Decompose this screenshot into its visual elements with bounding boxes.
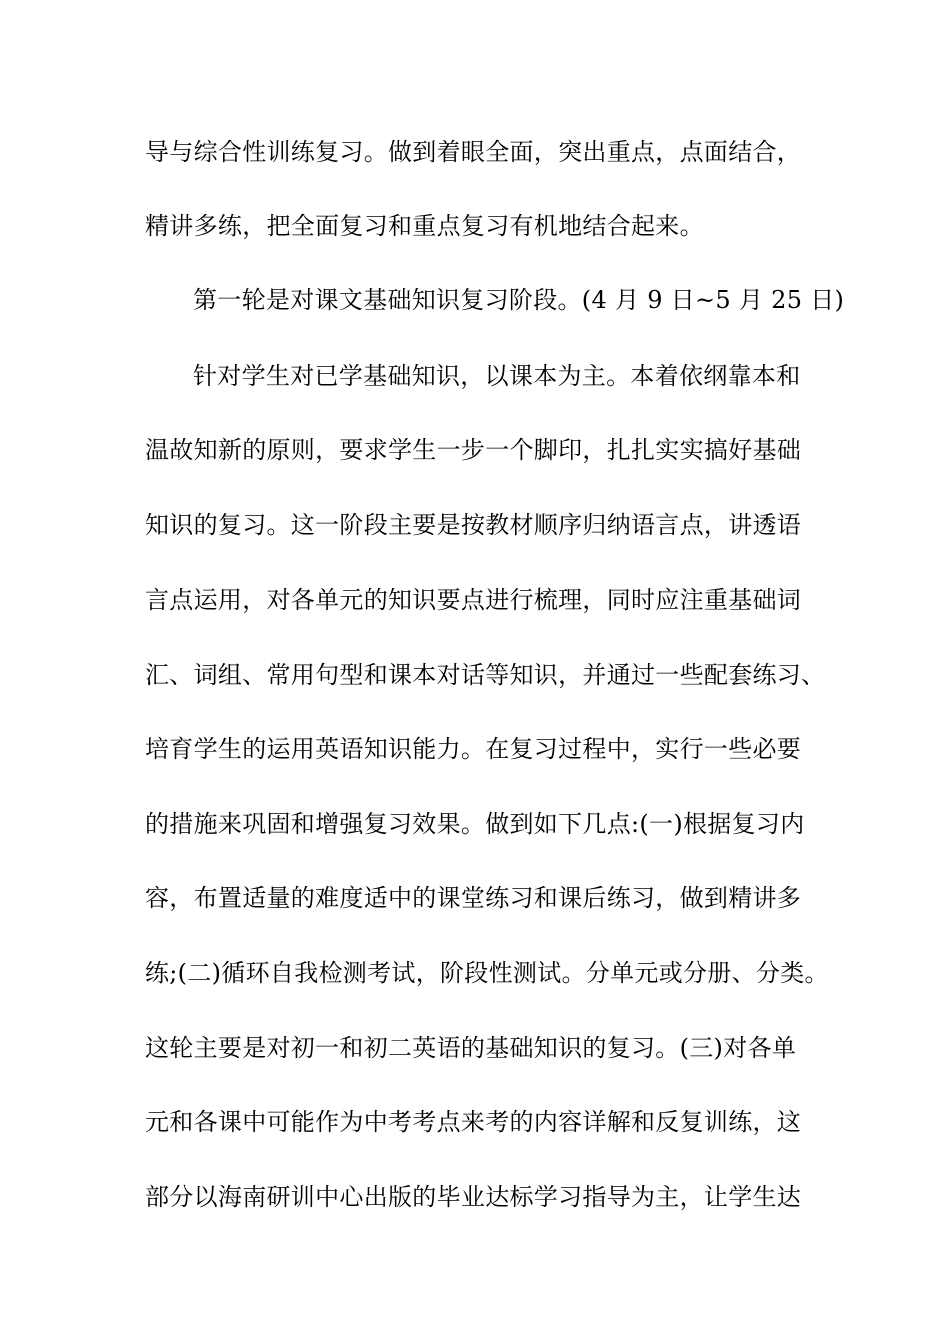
text-line-15: 部分以海南研训中心出版的毕业达标学习指导为主，让学生达 — [145, 1183, 802, 1211]
text-line-3: 第一轮是对课文基础知识复习阶段。(4 月 9 日~5 月 25 日) — [193, 286, 845, 314]
text-line-4: 针对学生对已学基础知识，以课本为主。本着依纲靠本和 — [193, 362, 801, 390]
text-line-13: 这轮主要是对初一和初二英语的基础知识的复习。(三)对各单 — [145, 1034, 797, 1062]
text-line-9: 培育学生的运用英语知识能力。在复习过程中，实行一些必要 — [145, 735, 802, 763]
text-line-10: 的措施来巩固和增强复习效果。做到如下几点:(一)根据复习内 — [145, 810, 805, 838]
text-line-7: 言点运用，对各单元的知识要点进行梳理，同时应注重基础词 — [145, 586, 802, 614]
text-line-5: 温故知新的原则，要求学生一步一个脚印，扎扎实实搞好基础 — [145, 436, 802, 464]
text-line-2: 精讲多练，把全面复习和重点复习有机地结合起来。 — [145, 212, 704, 240]
text-line-12: 练;(二)循环自我检测考试，阶段性测试。分单元或分册、分类。 — [145, 959, 829, 987]
text-line-1: 导与综合性训练复习。做到着眼全面，突出重点，点面结合， — [145, 138, 802, 166]
text-line-14: 元和各课中可能作为中考考点来考的内容详解和反复训练，这 — [145, 1108, 802, 1136]
text-line-6: 知识的复习。这一阶段主要是按教材顺序归纳语言点，讲透语 — [145, 511, 802, 539]
text-line-8: 汇、词组、常用句型和课本对话等知识，并通过一些配套练习、 — [145, 661, 826, 689]
text-line-11: 容，布置适量的难度适中的课堂练习和课后练习，做到精讲多 — [145, 884, 802, 912]
